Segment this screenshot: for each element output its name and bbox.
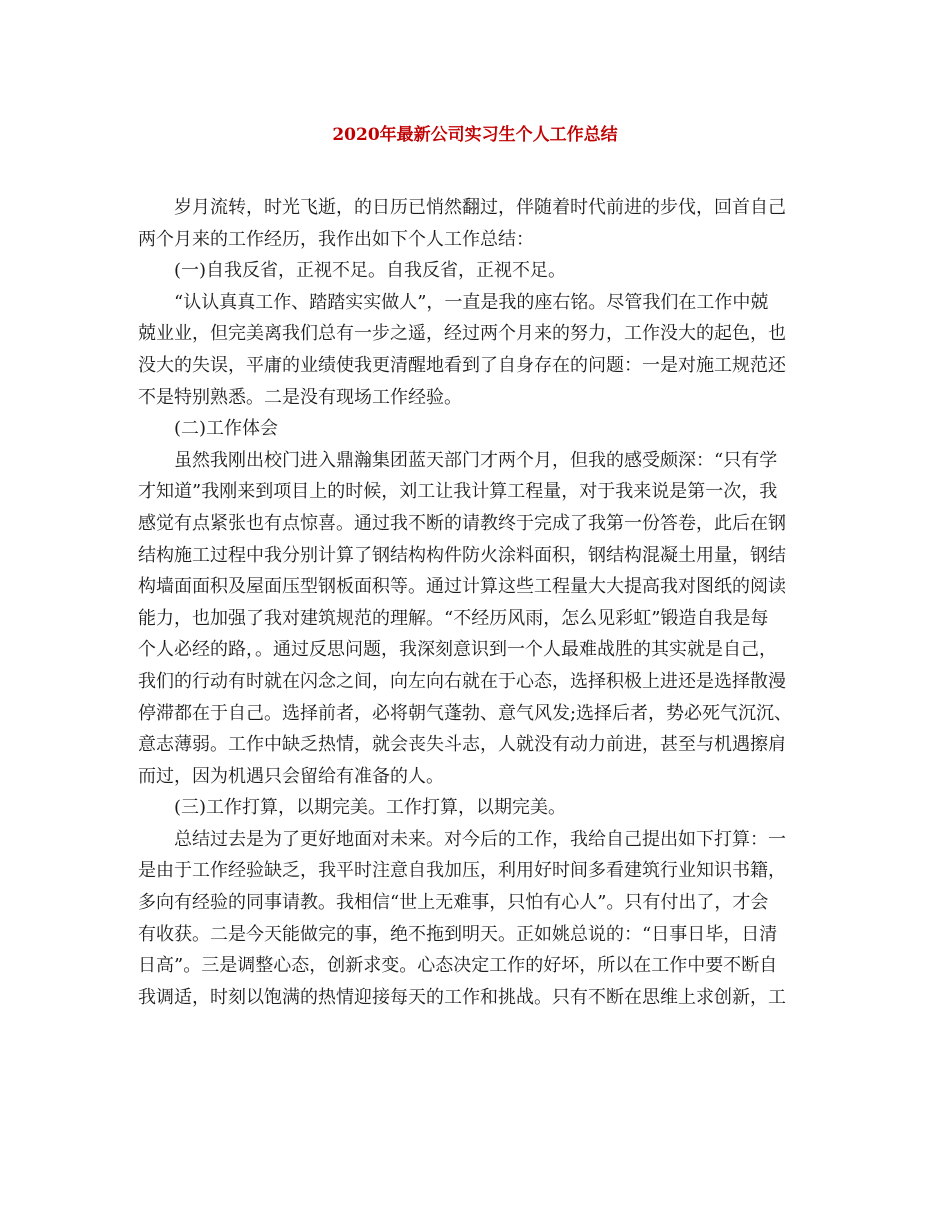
section-heading: (二)工作体会 (174, 418, 279, 440)
paragraph-line: 不是特别熟悉。二是没有现场工作经验。 (138, 386, 462, 408)
document-title: 2020年最新公司实习生个人工作总结 (332, 125, 618, 145)
paragraph-line: 感觉有点紧张也有点惊喜。通过我不断的请教终于完成了我第一份答卷，此后在钢 (138, 512, 786, 534)
paragraph-line: 才知道”我刚来到项目上的时候，刘工让我计算工程量，对于我来说是第一次，我 (138, 481, 778, 503)
paragraph-line: 总结过去是为了更好地面对未来。对今后的工作，我给自己提出如下打算：一 (174, 828, 786, 850)
paragraph-line: 岁月流转，时光飞逝，的日历已悄然翻过，伴随着时代前进的步伐，回首自己 (174, 197, 786, 218)
section-heading: (三)工作打算，以期完美。工作打算，以期完美。 (174, 797, 567, 819)
paragraph-line: 是由于工作经验缺乏，我平时注意自我加压，利用好时间多看建筑行业知识书籍， (138, 860, 786, 882)
paragraph-line: 结构施工过程中我分别计算了钢结构构件防火涂料面积，钢结构混凝土用量，钢结 (138, 544, 786, 566)
paragraph-line: 没大的失误，平庸的业绩使我更清醒地看到了自身存在的问题：一是对施工规范还 (138, 354, 786, 376)
paragraph-line: 有收获。二是今天能做完的事，绝不拖到明天。正如姚总说的：“日事日毕，日清 (138, 923, 778, 945)
section-heading: (一)自我反省，正视不足。自我反省，正视不足。 (174, 260, 567, 282)
paragraph-line: 个人必经的路，。通过反思问题，我深刻意识到一个人最难战胜的其实就是自己， (138, 639, 777, 661)
paragraph-line: 意志薄弱。工作中缺乏热情，就会丧失斗志，人就没有动力前进，甚至与机遇擦肩 (138, 734, 786, 756)
paragraph-line: 能力，也加强了我对建筑规范的理解。“不经历风雨，怎么见彩虹”锻造自我是每 (138, 607, 769, 629)
paragraph-line: 兢业业，但完美离我们总有一步之遥，经过两个月来的努力，工作没大的起色，也 (138, 323, 786, 345)
paragraph-line: 停滞都在于自己。选择前者，必将朝气蓬勃、意气风发;选择后者，势必死气沉沉、 (138, 702, 793, 724)
paragraph-line: “认认真真工作、踏踏实实做人”，一直是我的座右铭。尽管我们在工作中兢 (174, 291, 769, 313)
paragraph-line: 日高”。三是调整心态，创新求变。心态决定工作的好坏，所以在工作中要不断自 (138, 955, 778, 977)
paragraph-line: 我们的行动有时就在闪念之间，向左向右就在于心态，选择积极上进还是选择散漫 (138, 670, 786, 692)
document-body (138, 192, 814, 1013)
paragraph-line: 构墙面面积及屋面压型钢板面积等。通过计算这些工程量大大提高我对图纸的阅读 (138, 576, 786, 598)
paragraph-line: 多向有经验的同事请教。我相信“世上无难事，只怕有心人”。只有付出了，才会 (138, 892, 769, 914)
paragraph-line: 我调适，时刻以饱满的热情迎接每天的工作和挑战。只有不断在思维上求创新，工 (138, 986, 786, 1008)
paragraph-line: 虽然我刚出校门进入鼎瀚集团蓝天部门才两个月，但我的感受颇深：“只有学 (174, 449, 778, 471)
paragraph-line: 而过，因为机遇只会留给有准备的人。 (138, 765, 444, 787)
paragraph-line: 两个月来的工作经历，我作出如下个人工作总结： (138, 228, 534, 250)
